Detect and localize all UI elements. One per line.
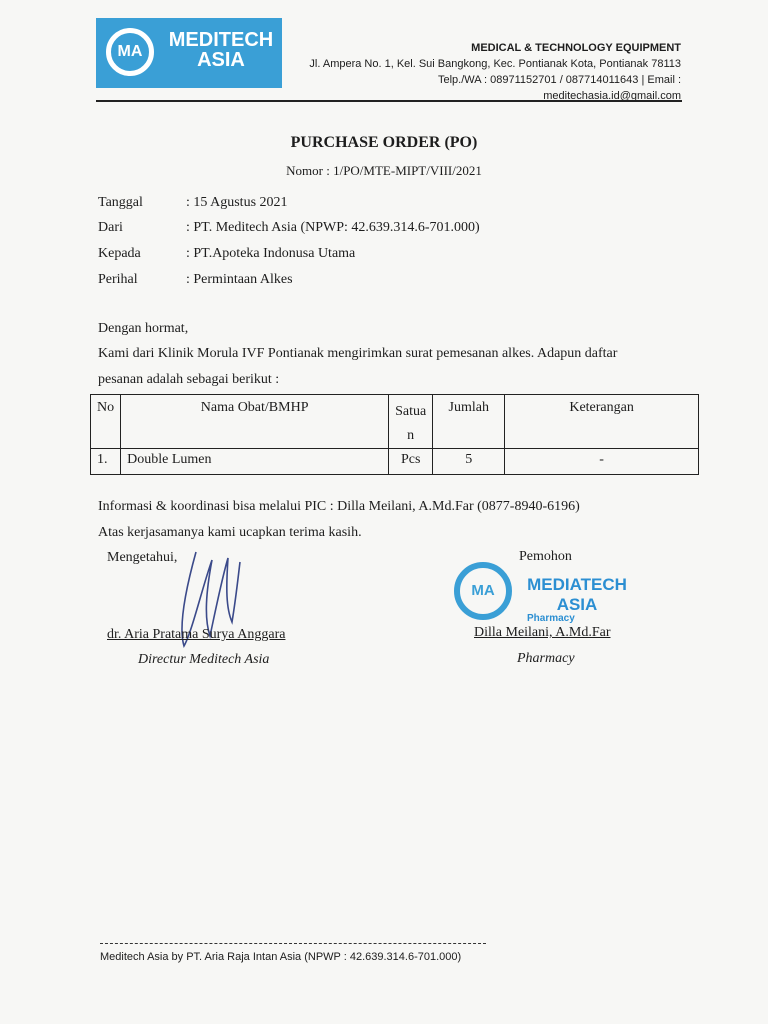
meta-value: : PT. Meditech Asia (NPWP: 42.639.314.6-701.000) (186, 220, 480, 235)
meta-label: Tanggal (98, 195, 143, 210)
director-role: Directur Meditech Asia (138, 652, 270, 667)
company-info (309, 40, 681, 104)
meta-row-from (98, 220, 480, 236)
document-title: PURCHASE ORDER (PO) (290, 134, 478, 151)
logo-initials: MA (117, 43, 143, 60)
table-header-row (91, 395, 699, 449)
intro-line-1: Kami dari Klinik Morula IVF Pontianak mengirimkan surat pemesanan alkes. Adapun daftar (98, 346, 618, 361)
meta-value: : Permintaan Alkes (186, 272, 293, 287)
col-header-unit (389, 395, 433, 449)
acknowledged-label: Mengetahui, (107, 550, 178, 565)
col-header-unit-line-2: n (407, 428, 415, 443)
company-logo (96, 18, 282, 88)
meta-label: Dari (98, 220, 123, 235)
applicant-label: Pemohon (519, 549, 572, 564)
stamp-sub: Pharmacy (527, 613, 575, 624)
company-address: Jl. Ampera No. 1, Kel. Sui Bangkong, Kec. Pontianak Kota, Pontianak 78113 (309, 58, 681, 70)
footer-divider (100, 943, 486, 944)
logo-line-2: ASIA (197, 49, 245, 71)
stamp-line-2: ASIA (556, 595, 598, 614)
document-number: Nomor : 1/PO/MTE-MIPT/VIII/2021 (286, 163, 482, 178)
header-divider (96, 100, 682, 102)
meta-value: : 15 Agustus 2021 (186, 195, 288, 210)
order-table (90, 394, 699, 475)
cell-unit: Pcs (389, 449, 433, 475)
table-row (91, 449, 699, 475)
company-phone: Telp./WA : 08971152701 / 087714011643 | Email : (438, 74, 681, 86)
col-header-unit-line-1: Satua (395, 404, 427, 419)
stamp-circle-icon (454, 562, 512, 620)
thanks-line: Atas kerjasamanya kami ucapkan terima kasih. (98, 525, 362, 540)
applicant-role: Pharmacy (517, 651, 575, 666)
stamp-initials: MA (471, 582, 495, 599)
meta-value: : PT.Apoteka Indonusa Utama (186, 246, 356, 261)
company-email: meditechasia.id@gmail.com (543, 90, 681, 102)
company-tagline: MEDICAL & TECHNOLOGY EQUIPMENT (471, 42, 681, 54)
logo-circle-icon (106, 28, 154, 76)
cell-qty: 5 (433, 449, 505, 475)
cell-note: - (505, 449, 699, 475)
meta-label: Kepada (98, 246, 141, 261)
meta-row-subject (98, 272, 293, 288)
director-name: dr. Aria Pratama Surya Anggara (107, 627, 286, 642)
cell-name: Double Lumen (121, 449, 389, 475)
col-header-no: No (91, 395, 121, 449)
logo-line-1: MEDITECH (168, 29, 274, 51)
meta-row-to (98, 246, 355, 262)
meta-label: Perihal (98, 272, 138, 287)
meta-row-date (98, 195, 288, 211)
applicant-name: Dilla Meilani, A.Md.Far (474, 625, 611, 640)
col-header-name: Nama Obat/BMHP (121, 395, 389, 449)
stamp-line-1: MEDIATECH (527, 575, 627, 594)
col-header-qty: Jumlah (433, 395, 505, 449)
intro-line-2: pesanan adalah sebagai berikut : (98, 372, 280, 387)
col-header-note: Keterangan (505, 395, 699, 449)
pic-info: Informasi & koordinasi bisa melalui PIC : Dilla Meilani, A.Md.Far (0877-8940-6196) (98, 499, 580, 514)
footer-text: Meditech Asia by PT. Aria Raja Intan Asia (NPWP : 42.639.314.6-701.000) (100, 951, 462, 963)
logo-name (166, 30, 276, 70)
stamp-text (518, 575, 636, 615)
greeting: Dengan hormat, (98, 321, 189, 336)
cell-no: 1. (91, 449, 121, 475)
